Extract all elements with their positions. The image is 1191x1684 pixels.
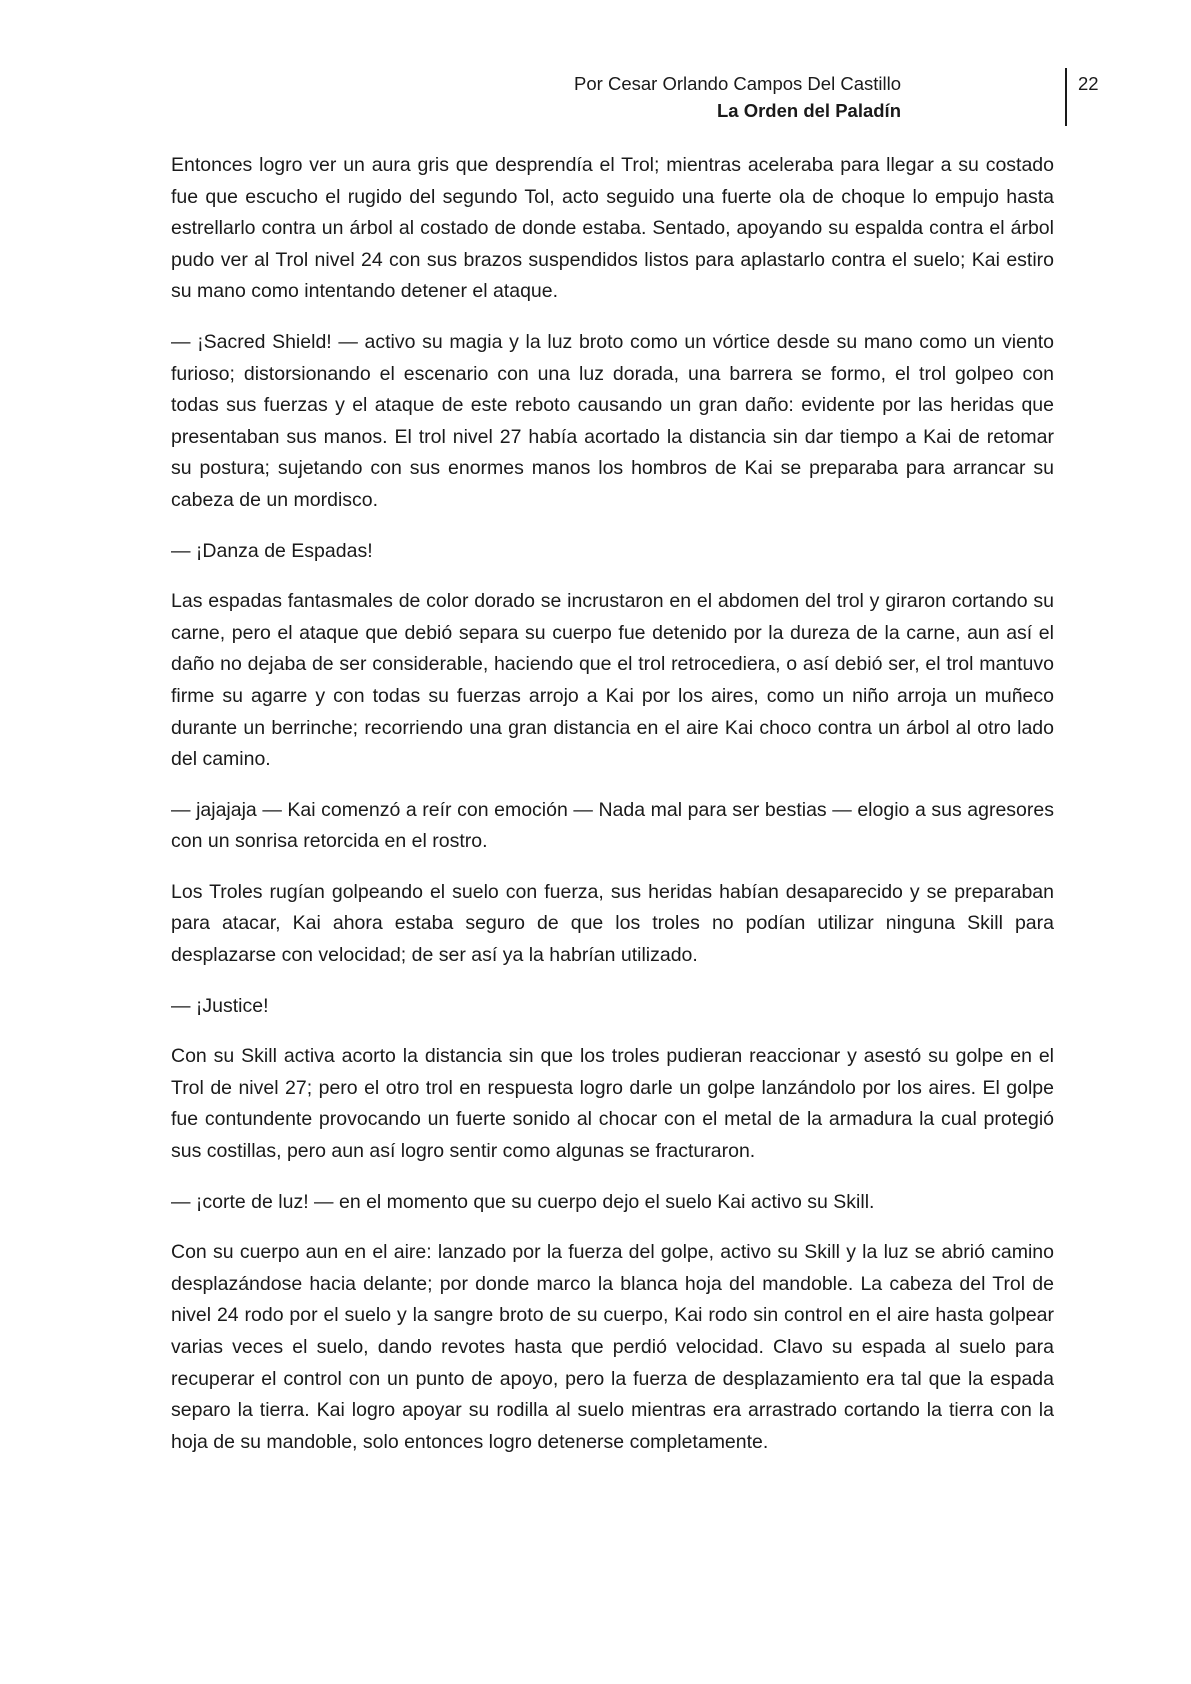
paragraph: — ¡Danza de Espadas! [171,539,373,562]
paragraph: — jajajaja — Kai comenzó a reír con emoción — Nada mal para ser bestias — elogio a sus agresores con un sonrisa retorcida en el rostro. [171,798,1054,853]
paragraph: Con su Skill activa acorto la distancia sin que los troles pudieran reaccionar y asestó su golpe en el Trol de nivel 27; pero el otro trol en respuesta logro darle un golpe lanzándolo por los aires. El golpe fue contundente provocando un fuerte sonido al chocar con el metal de la armadura la cual protegió sus costillas, pero aun así logro sentir como algunas se fracturaron. [171,1045,1054,1163]
page-number: 22 [1078,73,1099,94]
paragraph: Entonces logro ver un aura gris que desprendía el Trol; mientras aceleraba para llegar a su costado fue que escucho el rugido del segundo Tol, acto seguido una fuerte ola de choque lo empujo hasta estrellarlo contra un árbol al costado de donde estaba. Sentado, apoyando su espalda contra el árbol pudo ver al Trol nivel 24 con sus brazos suspendidos listos para aplastarlo contra el suelo; Kai estiro su mano como intentando detener el ataque. [171,154,1054,303]
paragraph: Los Troles rugían golpeando el suelo con fuerza, sus heridas habían desaparecido y se preparaban para atacar, Kai ahora estaba seguro de que los troles no podían utilizar ninguna Skill para desplazarse con velocidad; de ser así ya la habrían utilizado. [171,880,1054,967]
header-divider [1065,68,1067,126]
paragraph: — ¡Justice! [171,994,269,1017]
paragraph: — ¡corte de luz! — en el momento que su cuerpo dejo el suelo Kai activo su Skill. [171,1190,875,1213]
paragraph: — ¡Sacred Shield! — activo su magia y la luz broto como un vórtice desde su mano como un viento furioso; distorsionando el escenario con una luz dorada, una barrera se formo, el trol golpeo con todas sus fuerzas y el ataque de este reboto causando un gran daño: evidente por las heridas que presentaban sus manos. El trol nivel 27 había acortado la distancia sin dar tiempo a Kai de retomar su postura; sujetando con sus enormes manos los hombros de Kai se preparaba para arrancar su cabeza de un mordisco. [171,330,1054,511]
header-author: Por Cesar Orlando Campos Del Castillo [574,73,901,94]
paragraph: Con su cuerpo aun en el aire: lanzado por la fuerza del golpe, activo su Skill y la luz se abrió camino desplazándose hacia delante; por donde marco la blanca hoja del mandoble. La cabeza del Trol de nivel 24 rodo por el suelo y la sangre broto de su cuerpo, Kai rodo sin control en el aire hasta golpear varias veces el suelo, dando revotes hasta que perdió velocidad. Clavo su espada al suelo para recuperar el control con un punto de apoyo, pero la fuerza de desplazamiento era tal que la espada separo la tierra. Kai logro apoyar su rodilla al suelo mientras era arrastrado cortando la tierra con la hoja de su mandoble, solo entonces logro detenerse completamente. [171,1241,1054,1453]
body-text [171,150,1054,1477]
header-book-title: La Orden del Paladín [716,100,901,121]
running-header [401,70,901,124]
paragraph: Las espadas fantasmales de color dorado se incrustaron en el abdomen del trol y giraron cortando su carne, pero el ataque que debió separa su cuerpo fue detenido por la dureza de la carne, aun así el daño no dejaba de ser considerable, haciendo que el trol retrocediera, o así debió ser, el trol mantuvo firme su agarre y con todas su fuerzas arrojo a Kai por los aires, como un niño arroja un muñeco durante un berrinche; recorriendo una gran distancia en el aire Kai choco contra un árbol al otro lado del camino. [171,590,1054,771]
